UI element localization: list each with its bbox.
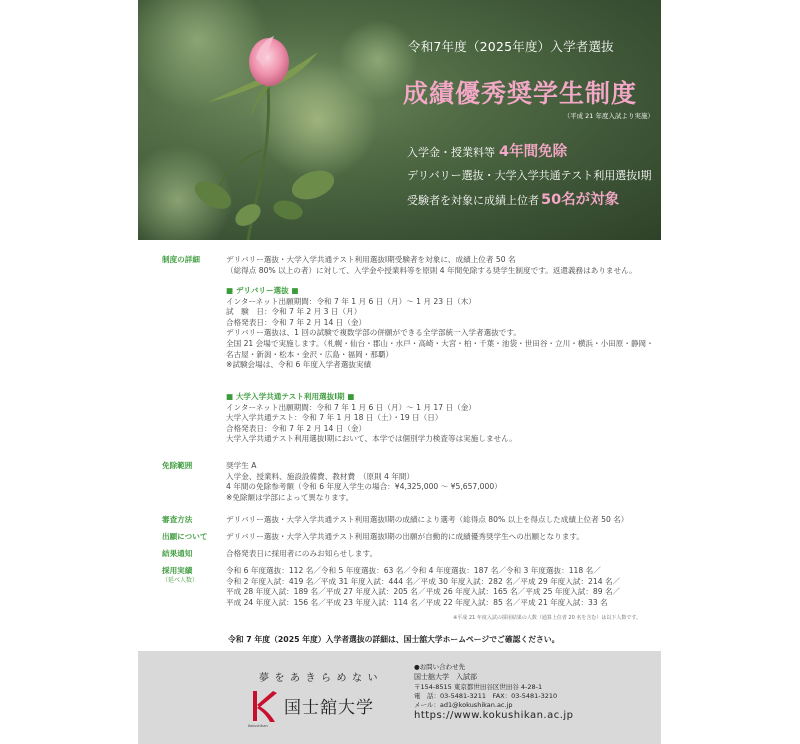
page-title: 成績優秀奨学生制度 [403,79,638,108]
exemption-highlight: 4年間免除 [499,144,568,160]
footer [138,651,661,744]
application-label: 出願について [162,532,208,541]
selection-year-subtitle: 令和7年度（2025年度）入学者選抜 [408,39,614,54]
website-notice: 令和 7 年度（2025 年度）入学者選抜の詳細は、国士舘大学ホームページでご確認ください。 [228,635,560,644]
contact-heading: ●お問い合わせ先 [414,663,466,671]
delivery-line: 名古屋・新潟・松本・金沢・広島・福岡・那覇） [226,349,394,359]
logo-caption: Kokushikan [248,724,268,728]
record-line: 平成 28 年度入試：189 名／平成 27 年度入試：205 名／平成 26 年度入試：165 名／平成 25 年度入試：89 名／ [226,587,621,597]
since-note: （平成 21 年度入試より実施） [563,112,654,120]
common-test-heading: ■ 大学入学共通テスト利用選抜Ⅰ期 ■ [226,392,355,401]
contact-line: 電 話：03-5481-3211 FAX：03-5481-3210 [414,692,558,700]
record-footnote: ※平成 21 年度入試の採用結果の人数（通算上位者 20 名を含む）は以下人数です。 [453,615,641,621]
overview-label: 制度の詳細 [162,255,200,264]
university-name: 国士舘大学 [284,698,374,718]
target-count-headline [407,188,619,209]
exemption-line: 奨学生 A [226,461,257,470]
delivery-line: 試 験 日：令和 7 年 2 月 3 日（月） [226,307,362,317]
slogan: 夢をあきらめない [259,673,383,684]
record-line: 令和 2 年度入試：419 名／平成 31 年度入試：444 名／平成 30 年度入試：282 名／平成 29 年度入試：214 名／ [226,576,621,586]
overview-text [226,255,658,276]
university-logo-icon [247,689,279,723]
record-line: 平成 24 年度入試：156 名／平成 23 年度入試：114 名／平成 22 年度入試：85 名／平成 21 年度入試：33 名 [226,597,608,607]
exemption-line: 入学金、授業料、施設設備費、教材費 （原則 4 年間） [226,471,415,481]
hero-banner [138,0,661,240]
delivery-line: 合格発表日：令和 7 年 2 月 14 日（金） [226,317,367,327]
exemption-headline [407,140,567,161]
delivery-heading: ■ デリバリー選抜 ■ [226,286,299,295]
exemption-line: ※免除額は学部によって異なります。 [226,492,354,502]
record-label-text: 採用実績 [162,566,193,575]
contact-line: 国士舘大学 入試部 [414,673,477,681]
target-count-highlight: 50名が対象 [541,192,620,208]
common-test-line: 大学入学共通テスト：令和 7 年 1 月 18 日（土）・19 日（日） [226,413,443,423]
record-line: 令和 6 年度選抜：112 名／令和 5 年度選抜：63 名／令和 4 年度選抜：187 名／令和 3 年度選抜：118 名／ [226,566,601,575]
contact-email[interactable]: メール：ad1@kokushikan.ac.jp [414,701,513,709]
overview-line: （総得点 80% 以上の者）に対して、入学金や授業料等を原則 4 年間免除する奨学生制度です。返還義務はありません。 [226,265,637,275]
contact-block [414,663,574,722]
record-sublabel: （延べ人数） [162,576,199,584]
target-count-prefix: 受験者を対象に成績上位者 [407,194,539,207]
screening-text: デリバリー選抜・大学入学共通テスト利用選抜Ⅰ期の成績により選考（総得点 80% 以上を得点した成績上位者 50 名） [226,515,629,524]
common-test-line: 大学入学共通テスト利用選抜Ⅰ期において、本学では個別学力検査等は実施しません。 [226,434,517,444]
exemption-line: 4 年間の免除参考額（令和 6 年度入学生の場合：¥4,325,000 ～ ¥5,657,000） [226,482,502,492]
delivery-line: デリバリー選抜は、1 回の試験で複数学部の併願ができる全学部統一入学者選抜です。 [226,328,521,338]
record-label [162,566,198,584]
exemption-label: 免除範囲 [162,461,193,470]
delivery-line: ※試験会場は、令和 6 年度入学者選抜実績 [226,360,372,370]
application-text: デリバリー選抜・大学入学共通テスト利用選抜Ⅰ期の出願が自動的に成績優秀奨学生への出願となります。 [226,532,585,541]
overview-line: デリバリー選抜・大学入学共通テスト利用選抜Ⅰ期受験者を対象に、成績上位者 50 名 [226,255,516,264]
contact-line: 〒154-8515 東京都世田谷区世田谷 4-28-1 [414,683,543,691]
target-selection-line: デリバリー選抜・大学入学共通テスト利用選抜Ⅰ期 [407,169,652,182]
common-test-line: インターネット出願期間：令和 7 年 1 月 6 日（月）～ 1 月 17 日（金） [226,402,476,412]
results-label: 結果通知 [162,549,193,558]
screening-label: 審査方法 [162,515,193,524]
website-url[interactable]: https://www.kokushikan.ac.jp [414,710,574,721]
exemption-prefix: 入学金・授業料等 [407,146,495,159]
scholarship-flyer [138,0,661,744]
results-text: 合格発表日に採用者にのみお知らせします。 [226,549,378,558]
common-test-line: 合格発表日：令和 7 年 2 月 14 日（金） [226,423,367,433]
delivery-line: 全国 21 会場で実施します。（札幌・仙台・郡山・水戸・高崎・大宮・柏・千葉・池袋・世田谷・立川・横浜・小田原・静岡・ [226,338,654,348]
delivery-line: インターネット出願期間：令和 7 年 1 月 6 日（月）～ 1 月 23 日（木） [226,296,476,306]
